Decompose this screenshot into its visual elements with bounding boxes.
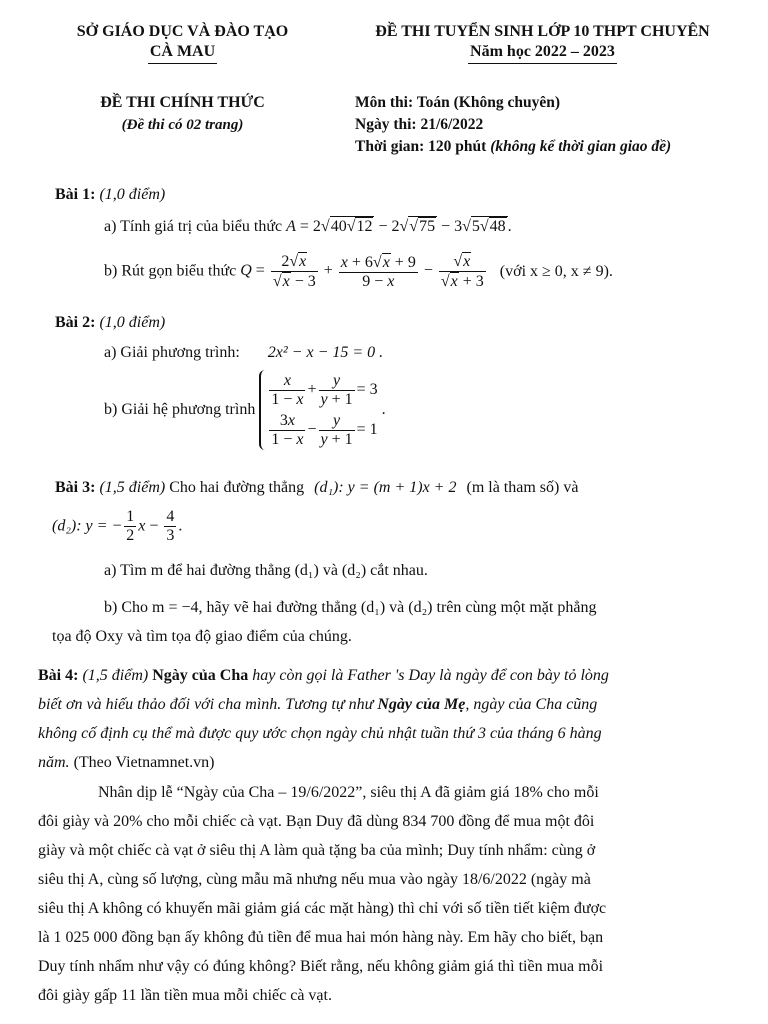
page-count-note: (Đề thi có 02 trang): [121, 117, 244, 133]
bai3-points: (1,5 điểm): [99, 479, 166, 496]
bai3-label: Bài 3:: [55, 479, 96, 496]
bai2-b-text: b) Giải hệ phương trình: [104, 401, 256, 418]
bai1-part-a: [104, 216, 512, 238]
bai1-heading: [55, 184, 165, 206]
bai4-body-line2: đôi giày và 20% cho mỗi chiếc cà vạt. Bạn Duy đã dùng 834 700 đồng để mua một đôi: [38, 813, 595, 830]
school-year: Năm học 2022 – 2023: [468, 42, 617, 64]
time-note: (không kể thời gian giao đề): [490, 138, 672, 155]
bai4-points: (1,5 điểm): [82, 667, 149, 684]
bai2-part-b: b) Giải hệ phương trình $\frac{x}{1 - x}$ + $\frac{y}{y + 1}$ = 3 $\frac{3x}{1 - x}$ − $\frac{y}{y + 1}$ = 1 .: [104, 370, 386, 450]
bai4-label: Bài 4:: [38, 667, 79, 684]
bai1-a-expression: A = 2√40√12 − 2√√75 − 3√5√48 .: [286, 218, 512, 235]
date-line: Ngày thi: 21/6/2022: [355, 116, 484, 133]
department-header: [40, 22, 325, 64]
official-title: ĐỀ THI CHÍNH THỨC: [100, 94, 265, 111]
bai1-label: Bài 1:: [55, 186, 96, 203]
bai3-part-a: a) Tìm m để hai đường thẳng (d₁) và (d₂) cắt nhau.: [104, 562, 428, 579]
bai1-b-expression: Q = $\frac{2√x}{√x - 3}$ + $\frac{x + 6√x + 9}{9 - x}$ − $\frac{√x}{√x + 3}$: [240, 253, 484, 290]
bai2-heading: [55, 312, 165, 334]
bai1-b-text: b) Rút gọn biểu thức: [104, 262, 237, 280]
bai2-label: Bài 2:: [55, 314, 96, 331]
system-eq-2: $\frac{3x}{1 - x}$ − $\frac{y}{y + 1}$ = 1: [271, 411, 378, 448]
bai2-a-equation: 2x² − x − 15 = 0 .: [267, 344, 384, 361]
province-name: CÀ MAU: [148, 42, 217, 64]
bai2-a-text: a) Giải phương trình:: [104, 344, 240, 361]
department-name: SỞ GIÁO DỤC VÀ ĐÀO TẠO: [76, 23, 289, 40]
bai3-line-d2: (d₂): y = −: [52, 517, 123, 535]
bai4-line3: không cố định cụ thể mà được quy ước chọn ngày chủ nhật tuần thứ 3 của tháng 6 hàng: [38, 725, 602, 742]
exam-title: ĐỀ THI TUYỂN SINH LỚP 10 THPT CHUYÊN: [375, 23, 710, 40]
bai1-part-b: [104, 252, 613, 291]
bai4-father-day: Ngày của Cha: [152, 667, 249, 684]
bai4-body-line1: Nhân dịp lễ “Ngày của Cha – 19/6/2022”, siêu thị A đã giảm giá 18% cho mỗi: [98, 784, 599, 801]
bai3-part-b-line1: b) Cho m = −4, hãy vẽ hai đường thẳng (d₁) và (d₂) trên cùng một mặt phẳng: [104, 599, 597, 616]
bai4-body-line4: siêu thị A, cùng số lượng, cùng mẫu mã nhưng nếu mua vào ngày 18/6/2022 (ngày mà: [38, 871, 591, 888]
bai2-system: [259, 370, 377, 450]
bai4-line2-b: , ngày của Cha cũng: [465, 696, 598, 713]
bai1-points: (1,0 điểm): [99, 186, 166, 203]
bai3-line-d1: (d₁): y = (m + 1)x + 2: [314, 479, 457, 496]
bai4-body-line8: đôi giày gấp 11 lần tiền mua mỗi chiếc cà vạt.: [38, 987, 332, 1004]
bai1-a-text: a) Tính giá trị của biểu thức: [104, 218, 283, 235]
bai3-intro: Cho hai đường thẳng: [169, 479, 305, 496]
system-eq-1: $\frac{x}{1 - x}$ + $\frac{y}{y + 1}$ = 3: [271, 371, 378, 408]
bai4-intro: [38, 661, 728, 777]
bai3-part-b-line2: tọa độ Oxy và tìm tọa độ giao điểm của chúng.: [52, 628, 352, 645]
bai3-line-d2-row: (d₂): y = − $\frac{1}{2}$ x − $\frac{4}{3}$ .: [52, 508, 183, 544]
bai4-mother-day: Ngày của Mẹ: [377, 696, 466, 713]
bai3-param: (m là tham số) và: [466, 479, 579, 496]
exam-header: [330, 22, 755, 64]
official-block: [40, 92, 325, 136]
subject-line: Môn thi: Toán (Không chuyên): [355, 94, 560, 111]
bai4-line2-a: biết ơn và hiếu thảo đối với cha mình. Tương tự như: [38, 696, 374, 713]
bai4-body-line6: là 1 025 000 đồng bạn ấy không đủ tiền để mua hai món hàng này. Em hãy cho biết, bạn: [38, 929, 604, 946]
bai4-body-line7: Duy tính nhẩm như vậy có đúng không? Biết rằng, nếu không giảm giá thì tiền mua mỗi: [38, 958, 604, 975]
bai2-points: (1,0 điểm): [99, 314, 166, 331]
bai4-source: (Theo Vietnamnet.vn): [73, 754, 215, 771]
bai4-body: [38, 778, 728, 1010]
bai4-body-line3: giày và một chiếc cà vạt ở siêu thị A làm quà tặng ba của mình; Duy tính nhẩm: cùng ở: [38, 842, 596, 859]
bai4-intro-rest: hay còn gọi là Father 's Day là ngày để con bày tỏ lòng: [252, 667, 609, 684]
bai1-b-condition: (với x ≥ 0, x ≠ 9).: [499, 262, 613, 280]
time-line: Thời gian: 120 phút (không kể thời gian giao đề): [355, 138, 672, 155]
bai2-part-a: [104, 342, 383, 364]
bai3-heading: [55, 477, 578, 499]
bai4-body-line5: siêu thị A không có khuyến mãi giảm giá các mặt hàng) thì chỉ với số tiền tiết kiệm được: [38, 900, 607, 917]
exam-info: [355, 92, 760, 158]
bai4-line4-a: năm.: [38, 754, 70, 771]
